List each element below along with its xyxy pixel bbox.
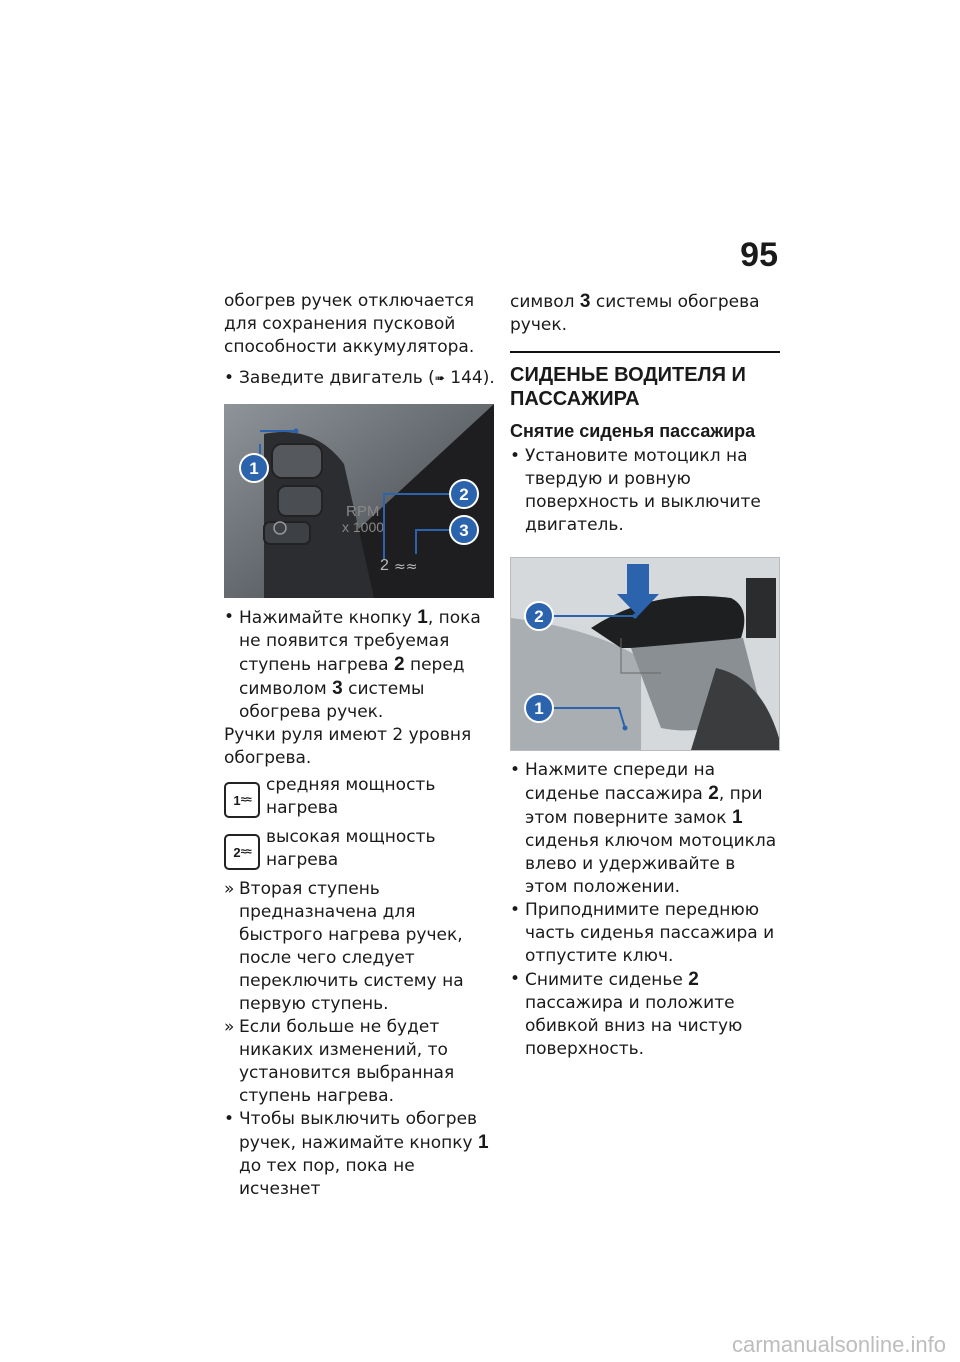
press-seat-step: • Нажмите спереди на сиденье пассажира 2, при этом поверните замок 1 сиденья ключом мотоцикла влево и удерживайте в этом положении. [510,759,780,899]
ref-number: 1 [478,1132,489,1153]
callout-1 [240,454,268,482]
ref-number: 2 [688,969,699,990]
ref-number: 2 [708,783,719,804]
left-column [224,290,496,1201]
callout-2 [450,480,478,508]
lift-seat-step: • Приподнимите переднюю часть сиденья пассажира и отпустите ключ. [510,899,780,968]
start-engine-step: • Заведите двигатель (➠ 144). [224,367,496,390]
page-number: 95 [740,236,778,274]
page-reference[interactable]: 144). [450,368,495,388]
svg-text:2: 2 [534,607,544,626]
continued-text: символ 3 системы обогрева ручек. [510,291,760,335]
result-selected-level: » Если больше не будет никаких изменений, то установится выбранная ступень нагрева. [224,1016,496,1108]
callout-1 [525,694,553,722]
heat-level-1-text: средняя мощность нагрева [266,775,436,818]
intro-paragraph: обогрев ручек отключается для сохранения пусковой способности аккумулятора. [224,291,475,357]
subsection-title: Снятие сиденья пассажира [510,421,756,441]
switch-off-step: • Чтобы выключить обогрев ручек, нажимайте кнопку 1 до тех пор, пока не исчезнет [224,1108,496,1201]
callout-3 [450,516,478,544]
levels-intro: Ручки руля имеют 2 уровня обогрева. [224,725,472,768]
page-reference-icon: ➠ [434,371,445,385]
section-title: СИДЕНЬЕ ВОДИТЕЛЯ И ПАССАЖИРА [510,351,780,411]
ref-number: 3 [579,291,591,312]
seat-illustration [511,558,779,750]
handlebar-heating-figure [224,404,494,598]
svg-text:2: 2 [459,485,469,504]
rpm-scale: x 1000 [342,519,385,535]
rpm-label: RPM [346,503,380,520]
heat-level-1-row [224,774,496,820]
watermark: carmanualsonline.info [731,1332,946,1357]
heat-level-2-icon: 2 ≈≈ [224,834,260,870]
passenger-seat-figure [510,557,780,751]
callout-2 [525,602,553,630]
ref-number: 2 [393,654,405,675]
remove-seat-step: • Снимите сиденье 2 пассажира и положите обивкой вниз на чистую поверхность. [510,968,780,1061]
heat-level-digit: 2 [380,557,389,574]
right-column [510,290,780,1061]
heat-level-1-icon: 1 ≈≈ [224,782,260,818]
ref-number: 1 [731,807,743,828]
ref-number: 3 [332,678,343,699]
svg-text:1: 1 [249,459,259,478]
ref-number: 1 [417,607,428,628]
heat-level-2-row [224,826,496,872]
handlebar-illustration [224,404,494,598]
press-button-step: • Нажимайте кнопку 1, пока не появится требуемая ступень нагрева 2 перед символом 3 системы обогрева ручек. [224,606,496,724]
heat-level-2-text: высокая мощность нагрева [266,827,436,870]
prepare-motorcycle-step: • Установите мотоцикл на твердую и ровную поверхность и выключите двигатель. [510,445,780,537]
svg-text:1: 1 [534,699,544,718]
svg-text:3: 3 [459,521,469,540]
heat-symbol-icon: ≈≈ [394,559,418,575]
result-second-level: » Вторая ступень предназначена для быстрого нагрева ручек, после чего следует переключить систему на первую ступень. [224,878,496,1016]
